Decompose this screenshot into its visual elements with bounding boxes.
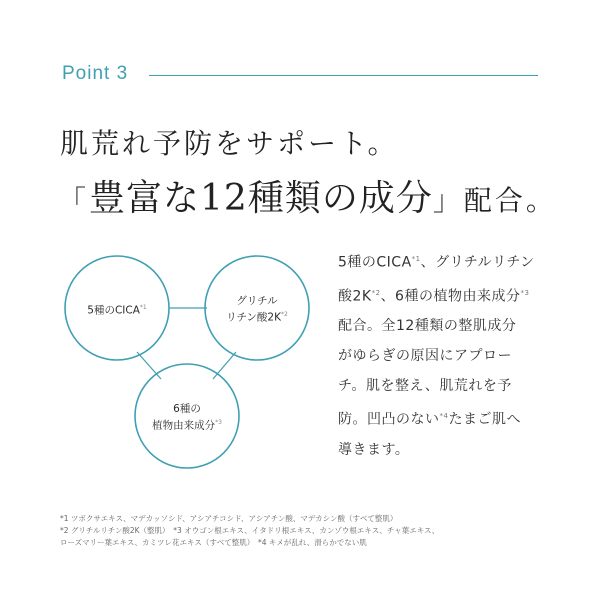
connector-cica-plant [137, 352, 161, 379]
description-note-4: *4 [439, 412, 449, 421]
description-note-3: *3 [520, 288, 530, 297]
circle-glycyr-label [207, 294, 307, 325]
headline-line-1: 肌荒れ予防をサポート。 [60, 127, 399, 160]
description-line-1: 5種のCICA$^{*1}$、グリチルリチン [338, 254, 535, 271]
footnote-line-2: *2 グリチルリチン酸2K（整肌） *3 オウゴン根エキス、イタドリ根エキス、カンゾウ根エキス、チャ葉エキス、 [60, 526, 440, 535]
circle-cica-label [67, 301, 167, 318]
description-line-2: 酸$2K^{*2}$、6種の植物由来成分$^{*3}$ [338, 288, 530, 305]
circle-plant-text-1: 6種の [173, 403, 201, 415]
description-line-4: がゆらぎの原因にアプロー [338, 348, 512, 365]
circle-glycyr-note: *2 [281, 311, 288, 318]
circle-plant-label [137, 402, 237, 433]
footnotes [60, 513, 560, 549]
headline-emphasis: 豊富な12種類の成分 [89, 178, 433, 219]
circle-cica-note: *1 [139, 304, 147, 311]
description [338, 244, 560, 465]
description-line-7: 導きます。 [338, 441, 410, 458]
headline-open-bracket: 「 [58, 184, 90, 217]
circle-plant-text-2: 植物由来成分 [152, 419, 216, 432]
connector-glycyr-plant [213, 352, 236, 379]
circle-glycyr-text-2: リチン酸2K [226, 311, 281, 324]
description-note-1: *1 [411, 255, 421, 263]
headline-close: 」配合。 [432, 184, 557, 217]
circle-cica-text: 5種のCICA [87, 304, 140, 317]
description-note-2: *2 [371, 288, 381, 297]
footnote-line-1: *1 ツボクサエキス、マデカッソシド、アシアチコシド、アシアチン酸、マデカシン酸（すべて整肌） [60, 514, 398, 523]
description-line-3: 配合。全12種類の整肌成分 [338, 318, 517, 335]
point-label: Point 3 [62, 63, 129, 84]
description-line-6: 防。凹凸のない$^{*4}$たまご肌へ [338, 411, 521, 428]
circle-plant-note: *3 [215, 419, 222, 426]
footnote-line-3: ローズマリー葉エキス、カミツレ花エキス（すべて整肌） *4 キメが乱れ、滑らかでない肌 [60, 538, 367, 547]
circle-glycyr-text-1: グリチル [236, 295, 278, 307]
description-line-5: チ。肌を整え、肌荒れを予 [338, 378, 512, 395]
